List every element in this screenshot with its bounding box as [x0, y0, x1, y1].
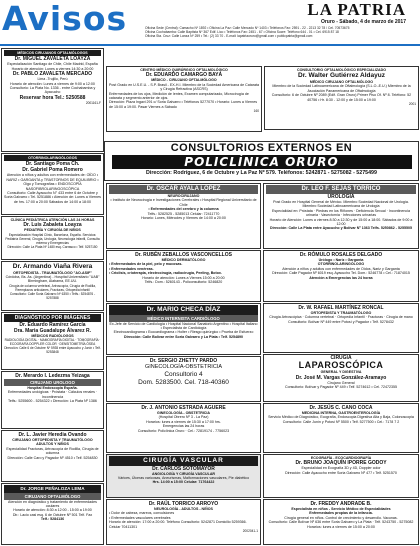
- ad-address: Dir.: Lacio casi esq. 6 de Octubre Nº 501 Telf. Fax: [12, 512, 93, 517]
- ad-address: Dirección: Calle Pagador Nº 6019 esq. Ayacucho Tel. Dom.: 5246778 • Cel.: 71874015: [272, 271, 410, 276]
- ad-specialty: MEDICINA INTERNA, GASTROENTEROLOGÍA: [301, 411, 381, 415]
- ad-phone: Dom. 5283500. Cel. 718-40360: [138, 379, 229, 386]
- ad-heading: CLÍNICA PEDIÁTRICA ATENCIÓN LAS 24 HORAS: [10, 218, 95, 222]
- ad-services: Enfermedades urológicas · Próstata · Cálculos renales · Incontinencia: [7, 390, 98, 399]
- ad-services: Enfermedades de los ojos, Medición de lentes, Examen computarizado, Microcirugía de catarata y segmento anterior de ojos.: [109, 91, 249, 101]
- ad-detail: Post Grado en Hospital General de México. Miembro Sociedad Nacional de Urología. Miembro Sociedad Latinoamericana de Urología: [273, 200, 409, 209]
- ad-services: Emergencias las 24 horas: [162, 424, 205, 429]
- doctor-name: Dr. SERGIO ZHETTY PARDO: [149, 358, 218, 364]
- ad-martinez-roncal: [263, 303, 419, 353]
- ad-detail: Atención en diagnóstico y tratamiento de enfermedades oculares: [8, 499, 97, 508]
- ad-address: Consultorio: Calle Soria Galvarro Nº 6350 • Telfs.: 5254876 - 5257888: [9, 291, 96, 300]
- ad-andrade: [263, 499, 419, 545]
- ad-sejas-torrico: [263, 183, 419, 249]
- ad-address: Dirección: Plaza Ingavi 291 c/ Soria Galvarro • Teléfonos 5277070 • Horario: Lunes a Viernes de 15:00 a 19:00. Pasar Viernes a Sábado: [109, 100, 258, 109]
- ad-band: CIRUGÍA VASCULAR: [109, 456, 258, 466]
- ad-hours: Horario de atención: 8:30 a 12:00 - 15:00 a 19:00: [13, 508, 92, 513]
- ad-detail: (Hospital Obrero Nº 3 - La Paz): [158, 415, 209, 420]
- section-title: Avisos: [2, 0, 128, 38]
- ad-heading: Hospital Endoscopia España.: [27, 386, 78, 390]
- ad-address: Dirección: Calle 6 de Octubre Nº 5935 entre Ayacucho y Junín • Telf. 5253848: [4, 346, 101, 355]
- ad-hours: Horario de atención: 17:00 a 20:00. Teléfono Consultorio: 5242871 Domicilio 5259366. Celular 70411301: [109, 520, 247, 529]
- ad-heading: ECOGRAFÍA - ECOCARDIOGRAFÍA: [310, 456, 372, 460]
- ad-address: Consultorio: Bolívar Nº 449 entre Potosí y Pagador • Telf. 5278432: [288, 319, 394, 324]
- doctor-name: Dr. Eduardo Ramírez García: [19, 322, 86, 328]
- ad-hours: Horarios: lunes a viernes de 15:00 a 20:00: [307, 524, 375, 529]
- ad-heading: CIRUGÍA: [330, 355, 352, 361]
- doctor-name: Dr. PABLO ZAVALETA MERCADO: [12, 71, 93, 78]
- doctor-name: Dr. Santiago Poma Ch.: [25, 161, 80, 168]
- ad-address: Dirección: Calle Caro y Pagador Nº 4510 • Telf. 5254830: [7, 455, 98, 460]
- ad-address: Dirección: Calle La Plata entre Ayacucho y Bolívar Nº 1363 Telfs. 5250862 - 5255505: [269, 226, 412, 231]
- ad-specialty: CIRUJANO ORTOPEDISTA Y TRAUMATÓLOGO: [12, 438, 93, 442]
- ad-band: OTORRINOLARINGÓLOGOS: [4, 155, 101, 161]
- office-line: Oficina Sede (Central): Camacho Nº 1892 • Oficina La Paz: Calle Mercado Nº 1403 • Teléfonos Fax: 2591 - 22 - 2213 32 78 / Cel. 70573675: [145, 26, 350, 30]
- ad-address: Consultorio: Policlínica Oruro · Cel.: 72819174 - 7756023: [137, 428, 230, 433]
- ad-detail: Miembro de la Sociedad Latinoamericana de Oftalmología (S.L.O.-E.U.) Miembro de la Asociación Panamericana de Oftalmología: [272, 84, 411, 93]
- ad-code: 2001161-F: [85, 100, 101, 105]
- ad-specialty: NEUROCIRUJANO: [167, 194, 200, 198]
- doctor-name: Dr. J. ANTONIO ESTRADA AGUERE: [141, 405, 226, 411]
- ad-diagnostico-imagenes: [1, 312, 104, 370]
- ad-address: Consultorio: 6 de Octubre Nº 2089 (Edif. Gran Oruro) Primer Piso Of. Nº 8. Teléfono: 52 40756 • Hr. 8:30 - 12:00 y de 15:00 a 19:00: [271, 93, 412, 102]
- ad-heading: CENTRO MÉDICO QUIRÚRGICO OFTALMOLÓGICO: [140, 68, 228, 72]
- ad-address: Dirección: Calle Bolívar entre Soria Galvarro y La Plata • Telf. 5254890: [123, 334, 244, 339]
- ad-specialty: Urólogo • Nariz • Garganta: [318, 258, 364, 262]
- ad-hours: Horario de atención: Lunes a viernes de 9:00 a 12:00: [10, 81, 95, 86]
- ad-address: Dirección: Calle La Plata Nº 1480 esq. Carrasco • Telf. 5257150: [7, 244, 98, 249]
- doctor-name: Dr. BRUNO JOAQUÍN IPORRE GODOY: [295, 460, 387, 467]
- ad-specialty: OTORRINOLARINGÓLOGO: [317, 262, 365, 267]
- banner-address: Dirección: Rodríguez, 6 de Octubre y La Paz Nº 579. Teléfonos: 5242871 - 5275082 - 5275499: [146, 170, 377, 176]
- ad-services: Especialidad en: Próstata · Piedras en los Riñones · Deficiencia Sexual · Incontinencia urinaria · Vasectomía · Infecciones urinarias: [271, 208, 411, 218]
- ad-phone: Telf.: 5284136: [40, 517, 65, 522]
- office-addresses: [145, 26, 415, 39]
- ad-services: • Enfermedades del cerebro y la columna: [148, 207, 219, 212]
- ad-specialty: MÉDICO DERMATÓLOGO: [161, 258, 206, 262]
- ad-zhetty-pardo: [106, 356, 261, 402]
- ad-service-item: • Criolisis, crioterapia, electrocirugía, radiocirugía, Peeling, Botox.: [109, 271, 222, 276]
- banner-heading: CONSULTORIOS EXTERNOS EN: [170, 142, 353, 154]
- ad-hours: Horarios: lunes a viernes de 15:30 a 17:00 hrs.: [146, 419, 221, 424]
- doctor-name: Dr. LEO F. SEJAS TORRICO: [266, 185, 416, 194]
- doctor-name: Dr. RAÚL TORRICO ARROYO: [148, 501, 219, 507]
- doctor-name: Dra. Maria Guadalupe Álvarez R.: [14, 328, 91, 334]
- ad-detail: Córdoba, Bs. As. (Argentina) - Hospital Universitario "UAB" Birmingham, Alabama, EE.UU.: [5, 274, 100, 284]
- doctor-name: Dr. JORGE PEÑALOZA LEMA: [4, 485, 101, 493]
- ad-specialty: ORTOPEDISTA - TRAUMATÓLOGO "AO-ASIF": [13, 270, 92, 275]
- ad-specialty: ANGIOLOGÍA Y CIRUGÍA VASCULAR: [151, 471, 216, 476]
- doctor-name: Dr. MARIO CHECA DÍAZ: [109, 305, 258, 315]
- ad-detail: Post Grado en U.S.E.U. - S.P. Brasil - EX-H.I. Miembro de la Sociedad Americana de Catarata y Cirugía Refractiva (ASCRS): [109, 82, 259, 92]
- doctor-name: Dr. EDUARDO CAMARGO BAYÁ: [145, 72, 223, 79]
- ad-band: MÉDICOS CIRUJANOS OFTALMÓLOGOS: [4, 50, 101, 56]
- ad-services: Cirugía Artroscópica · Columna vertebral · Ortopedia Infantil · Fracturas · Cirugía de mano: [269, 315, 413, 320]
- ad-hours: Hrs. 14:00 a 15:00 Celular: 71764422: [152, 480, 215, 485]
- ad-ayala-lopez: [106, 183, 261, 249]
- ad-address: Consultorio: Calle Bolívar Nº 636 entre Soria Galvarro y La Plata · Telf. 5243750 - 5275082: [268, 520, 414, 525]
- ad-address: Consultorio: La Plata No. 1336 - entre Cochabamba y Ayacucho: [9, 86, 96, 95]
- ad-service-item: • Dolor de cabeza, mareos, convulsiones: [109, 511, 175, 516]
- ad-hours: Atención a Emergencias las 24 horas: [309, 275, 373, 280]
- ad-service-item: • Enfermedades venéreas.: [109, 266, 154, 271]
- ad-specialty: GENERAL Y DIGESTIVA: [320, 370, 362, 375]
- doctor-name: Dr. FREDDY ANDRADE B.: [310, 501, 372, 507]
- ad-camargo-baya: [106, 66, 262, 132]
- ad-specialty: Especialista en niños - Servicio Médico de Especialidades: [291, 507, 391, 511]
- ad-services: Enfermedades propias de la infancia.: [309, 511, 373, 516]
- ad-title: LAPAROSCÓPICA: [298, 360, 384, 371]
- ad-specialty: MÉDICO - CIRUJANO OFTALMÓLOGO: [151, 78, 217, 83]
- doctor-name: Dr. Armando Viaña Rivera: [12, 263, 93, 270]
- ad-code: 2002041-1: [242, 529, 258, 534]
- ad-services: Cirugía de columna vertebral, Artroscopía, Cirugía de Rodilla, Reemplazos articulares, Fracturas, Ortopedia infantil: [9, 283, 96, 292]
- ad-cirugia-laparoscopica: [263, 354, 419, 402]
- issue-date: Oruro - Sábado, 4 de marzo de 2017: [320, 19, 406, 25]
- doctor-name: Dr. Luis Zabaleta Loayza: [23, 222, 82, 229]
- doctor-name: Dr. L. Javier Heredia Ovando: [18, 432, 87, 438]
- ad-services: Electrocardiograma • Ecocardiograma • Holter • Riesgo quirúrgico • Prueba de Esfuerzo: [113, 330, 254, 335]
- ad-specialty: ORTOPEDISTA Y TRAUMATÓLOGO: [310, 311, 372, 315]
- ad-band: DIAGNÓSTICO POR IMÁGENES: [4, 314, 101, 322]
- ad-detail: Cirugía general en niños. Control de crecimiento y desarrollo. Vacunas.: [284, 515, 398, 520]
- doctor-name: Dr. RÓMULO ROSALES DELGADO: [299, 252, 383, 258]
- ad-estrada-aguere: [106, 403, 261, 453]
- doctor-name: Dr. W. RAFAEL MARTÍNEZ RONCAL: [298, 305, 384, 311]
- ad-detail: Atención a niños y adultos con enfermedades de: OÍDO • NARIZ • GARGANTA y TRASTORNOS DE EQUILIBRIO • Oigo y Tomografías • ENDOSCOPÍA NASOFIBROLARINGOSCÓPICA: [6, 173, 99, 191]
- doctor-name: Dr. Gabriel Poma Romero: [22, 167, 83, 174]
- ad-specialty: Cirujano General: [327, 380, 355, 385]
- ad-services: Especialidad en Ecografía 3D y 4D, Doppler color: [301, 466, 381, 471]
- ad-detail: Especialización Santiago de Chile, Chile Madrid, España: [7, 62, 98, 67]
- ad-torrico-arroyo: [106, 499, 261, 545]
- ad-address: Telfs.: 5255600 - 5254322 • Dirección: La Plata Nº 1386: [8, 399, 97, 404]
- ad-office: Consultorio 4: [164, 371, 203, 378]
- ad-code: 160: [253, 109, 259, 114]
- ad-specialty: CIRUJANO OFTALMÓLOGO: [4, 493, 101, 500]
- ad-service-item: • Enfermedades de la piel, pelo y mucosas.: [109, 262, 183, 267]
- ad-services: RADIOLOGÍA DIGITAL · MAMOGRAFÍA DIGITAL · TOMOGRAFÍA · ECOGRAFÍA DOPPLER COLOR · DENSITOMETRÍA ÓSEA: [4, 338, 101, 347]
- doctor-name: Dr. ÓSCAR AYALA LÓPEZ: [109, 185, 258, 194]
- ad-heading: CONSULTORIO OFTALMOLÓGICO ESPECIALIZADO: [296, 68, 387, 72]
- ad-iporre-godoy: [263, 454, 419, 498]
- ad-specialty: MÉDICO INTERNISTA CARDIÓLOGO: [109, 315, 258, 322]
- doctor-name: Dr. Merardo I. Ledezma Yeizaga: [15, 373, 90, 379]
- ad-detail: Atención a niños y adultos con enfermedades de Oídos, Nariz y Garganta: [282, 266, 400, 271]
- ad-specialty: MÉDICOS RADIÓLOGOS: [31, 334, 74, 338]
- ad-hours: Horario: Lunes, Miércoles y Viernes de 14:00 a 20:00: [141, 216, 226, 221]
- office-line: Oficina Sta. Cruz: Calle Lanza Nº 259 • Tel.: (2) 33 70 - E-mail: lapatriaoruro@gmail.com • publicpatria@gmail.com: [145, 34, 313, 39]
- newspaper-brand: LA PATRIA: [307, 0, 406, 19]
- ad-oftalmologos-zavaleta: [1, 48, 104, 152]
- ad-services: Servicio Médico de Diagnóstico, Ecografía, Endoscopia Digestiva Alta y Baja, Colonoscopia: [268, 415, 414, 420]
- ad-code: 2001: [408, 101, 416, 106]
- ad-hours: Horario de atención: Lunes a Viernes 15:00 a 20:00: [142, 275, 225, 280]
- ad-heredia-ovando: [1, 430, 104, 482]
- ad-cano-coca: [263, 403, 419, 453]
- ad-specialty: PEDIATRÍA Y CIRUGÍA DE NIÑOS: [24, 228, 81, 233]
- ad-clinica-pediatrica: [1, 216, 104, 260]
- ad-detail: Especialización Hospital Clínic, Barcelona, España. Servicios: Pediatría General, Cirugía, Urología, Neumología infantil, Consulta externa y Emergencias: [5, 232, 100, 245]
- header-divider: [0, 44, 420, 46]
- doctor-name: Dr. Walter Gutiérrez Aldayuz: [298, 72, 385, 80]
- ad-viana-rivera: [1, 261, 104, 311]
- doctor-name: Dr. JESÚS C. CANO COCA: [309, 405, 373, 411]
- doctor-name: Dr. José M. Vargas González-Aramayo: [295, 374, 387, 381]
- office-line: Oficina Cochabamba: Calle Baptista Nº 367 Edif. Lico • Teléfonos Fax: 2451 - 67 • Oficina Sucre: Teléfono 644 - 01 • Cel. 6915 87 18: [145, 30, 339, 35]
- ad-ledezma-yeizaga: [1, 371, 104, 429]
- ad-specialty: NEUROLOGÍA - ADULTOS - NIÑOS: [154, 507, 213, 511]
- ad-policlinica-oruro: [104, 141, 419, 181]
- ad-penaloza-lema: [1, 483, 104, 545]
- ad-zeballos: [106, 250, 261, 302]
- doctor-name: Dr. CARLOS SOTOMAYOR: [152, 465, 215, 472]
- ad-detail: Ex-Jefe de Servicio de Cardiología • Hospital Nacional Sanatorio Argentino • Hospital Italiano • Especialista de Cardiología: [109, 321, 258, 330]
- ad-address: Consultorio: Calle Ayacucho N° 433 entre 6 de Octubre y Soria Galvarro • Tel. 5251886 • Atención de: Lunes a Viernes de hrs. 17:00 a 20:00 Sábados de 14:00 a 18:00: [4, 191, 101, 204]
- ad-cirugia-vascular: [106, 454, 261, 498]
- ad-specialty: CIRUJANO UROLOGO: [4, 379, 101, 386]
- ad-services: Especialidad Fracturas, Artroscopía de Rodilla, Cirugía de columna: [6, 446, 99, 456]
- ad-address: Dirección: Calle Ayacucho entre Soria Galvarro Nº 477 • Telf. 5251570: [285, 470, 397, 475]
- ad-rosales-delgado: [263, 250, 419, 302]
- ad-specialty: MÉDICO CIRUJANO OFTALMÓLOGO: [309, 79, 374, 84]
- ad-specialty: GINECOLOGÍA - OBSTETRICIA: [157, 411, 210, 415]
- ad-detail: • Instituto de Neurocirugía e Investigaciones Cerebrales • Hospital Regional Universitario de Chile: [110, 198, 257, 207]
- banner-name: POLICLÍNICA ORURO: [112, 155, 412, 169]
- ad-detail: Lima -Trujillo, Perú: [37, 77, 68, 82]
- ad-services: Várices, Úlceras varicosas, Aneurismas, Malformaciones vasculares, Pie diabético: [117, 475, 250, 480]
- ad-phone: Reservar hora Tel.: 5250588: [19, 94, 86, 101]
- ad-specialty: ADULTOS Y NIÑOS: [36, 442, 69, 447]
- ad-hours: Horario de atención: Lunes a viernes 14:30 a 20:00: [11, 66, 94, 71]
- ad-service-item: • Enfermedades vasculares cerebrales: [109, 515, 171, 520]
- ad-address: Consultorio: Bolívar y Pagador Nº 449 • Telf. 5274612 • Cel. 72472355: [284, 385, 398, 390]
- ad-checa-diaz: [106, 303, 261, 355]
- doctor-name: Dr. MIGUEL ZAVALETA LOAYZA: [14, 56, 91, 63]
- ad-otorrinos-poma: [1, 153, 104, 215]
- ad-gutierrez-aldayuz: [264, 66, 419, 130]
- ad-phone: Telfs.: Dom.: 5260143 - Policonsultorio: 5246820: [144, 280, 223, 285]
- ad-specialty: GINECOLOGÍA-OBSTETRICIA: [144, 364, 222, 370]
- ad-phone: Telfs.: 5282525 - 5285013 Celular: 72411770: [147, 211, 220, 216]
- page-header: [0, 0, 420, 46]
- ad-address: Consultorio: Calle Junín y Potosí Nº 5500 • Telf. 5277500 • Cel.: 7178 7 2: [282, 419, 400, 424]
- ad-hours: Horario de Atención: Lunes a viernes 8:30 a 12:30 y de 15:00 a 18:00. Sábados de 9:00 a 12:00: [269, 217, 413, 227]
- doctor-name: Dr. RUBÉN ZEBALLOS VASCONCELLOS: [135, 252, 232, 258]
- ad-specialty: UROLOGÍA: [327, 194, 355, 200]
